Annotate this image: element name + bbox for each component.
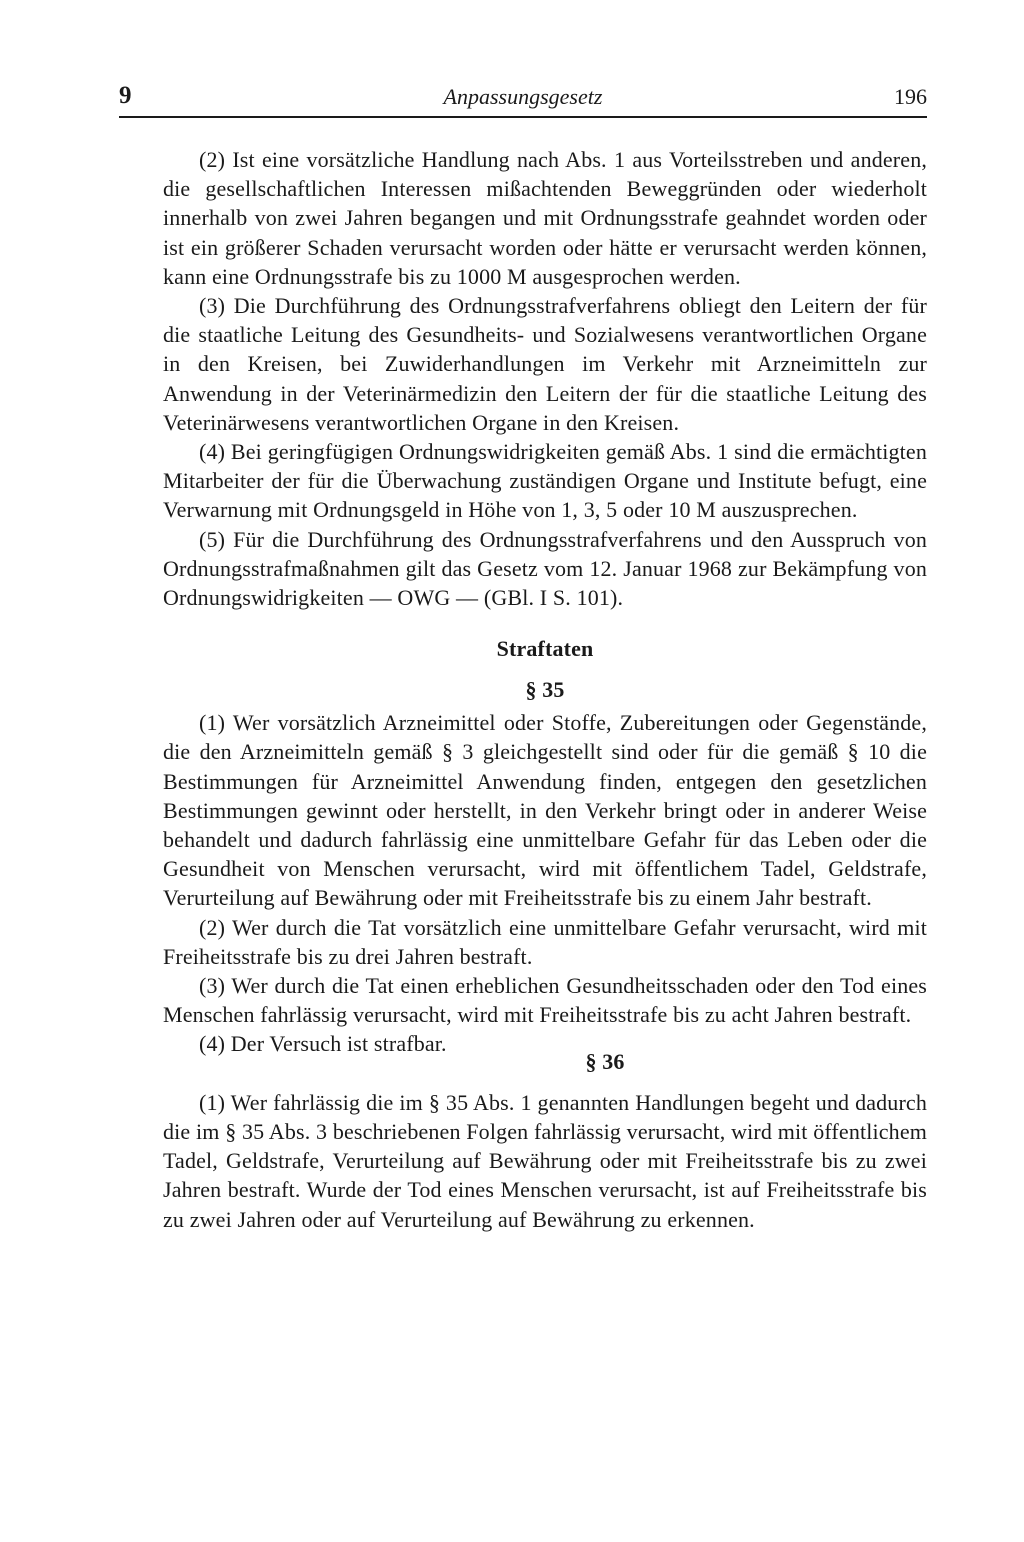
paragraph-35-1: (1) Wer vorsätzlich Arzneimittel oder Stoffe, Zubereitungen oder Gegenstände, die den Arzneimitteln gemäß § 3 gleichgestellt sind oder für die gemäß § 10 die Bestimmungen für Arzneimittel Anwendung finden, entgegen den gesetzlichen Bestimmungen gewinnt oder herstellt, in den Verkehr bringt oder in anderer Weise behandelt und dadurch fahrlässig eine unmittelbare Gefahr für das Leben oder die Gesundheit von Menschen verursacht, wird mit öffentlichem Tadel, Geldstrafe, Verurteilung auf Bewährung oder mit Freiheitsstrafe bis zu einem Jahr bestraft. (163, 710, 927, 911)
paragraph-35-4: (4) Der Versuch ist strafbar. (199, 1031, 447, 1057)
paragraph-34-3: (3) Die Durchführung des Ordnungsstrafverfahrens obliegt den Leitern der für die staatliche Leitung des Gesundheits- und Sozialwesens verantwortlichen Organe in den Kreisen, bei Zuwiderhandlungen im Verkehr mit Arzneimitteln zur Anwendung in der Veterinärmedizin den Leitern der für die staatliche Leitung des Veterinärwesens verantwortlichen Organe in den Kreisen. (163, 293, 927, 435)
section-36-heading: § 36 (585, 1048, 625, 1074)
paragraph-35-3: (3) Wer durch die Tat einen erheblichen Gesundheitsschaden oder den Tod eines Menschen fahrlässig verursacht, wird mit Freiheitsstrafe bis zu acht Jahren bestraft. (163, 973, 927, 1028)
section-35-heading: § 35 (525, 677, 565, 703)
paragraph-34-5: (5) Für die Durchführung des Ordnungsstrafverfahrens und den Ausspruch von Ordnungsstrafmaßnahmen gilt das Gesetz vom 12. Januar 1968 zur Bekämpfung von Ordnungswidrigkeiten — OWG — (GBl. I S. 101). (163, 526, 927, 611)
paragraph-34-2: (2) Ist eine vorsätzliche Handlung nach Abs. 1 aus Vorteilsstreben und anderen, die gesellschaftlichen Interessen mißachtenden Beweggründen oder wiederholt innerhalb von zwei Jahren begangen und mit Ordnungsstrafe geahndet worden oder ist ein größerer Schaden verursacht worden oder hätte er verursacht werden können, kann eine Ordnungsstrafe bis zu 1000 M ausgesprochen werden. (163, 147, 927, 289)
straftaten-heading: Straftaten (496, 636, 594, 662)
page-number: 196 (894, 84, 927, 109)
paragraph-35-2: (2) Wer durch die Tat vorsätzlich eine unmittelbare Gefahr verursacht, wird mit Freiheitsstrafe bis zu drei Jahren bestraft. (163, 914, 927, 969)
chapter-number: 9 (119, 82, 132, 109)
header-rule (119, 116, 927, 118)
running-title: Anpassungsgesetz (443, 84, 603, 109)
page-body (163, 145, 927, 1234)
paragraph-36-1: (1) Wer fahrlässig die im § 35 Abs. 1 genannten Handlungen begeht und dadurch die im § 35 Abs. 3 beschriebenen Folgen fahrlässig verursacht, wird mit öffentlichem Tadel, Geldstrafe, Verurteilung auf Bewährung oder mit Freiheitsstrafe bis zu zwei Jahren bestraft. Wurde der Tod eines Menschen verursacht, ist auf Freiheitsstrafe bis zu zwei Jahren oder auf Verurteilung auf Bewährung zu erkennen. (163, 1089, 927, 1232)
page-header (119, 82, 927, 114)
paragraph-34-4: (4) Bei geringfügigen Ordnungswidrigkeiten gemäß Abs. 1 sind die ermächtigten Mitarbeiter der für die Überwachung zuständigen Organe und Institute befugt, eine Verwarnung mit Ordnungsgeld in Höhe von 1, 3, 5 oder 10 M auszusprechen. (163, 439, 927, 523)
